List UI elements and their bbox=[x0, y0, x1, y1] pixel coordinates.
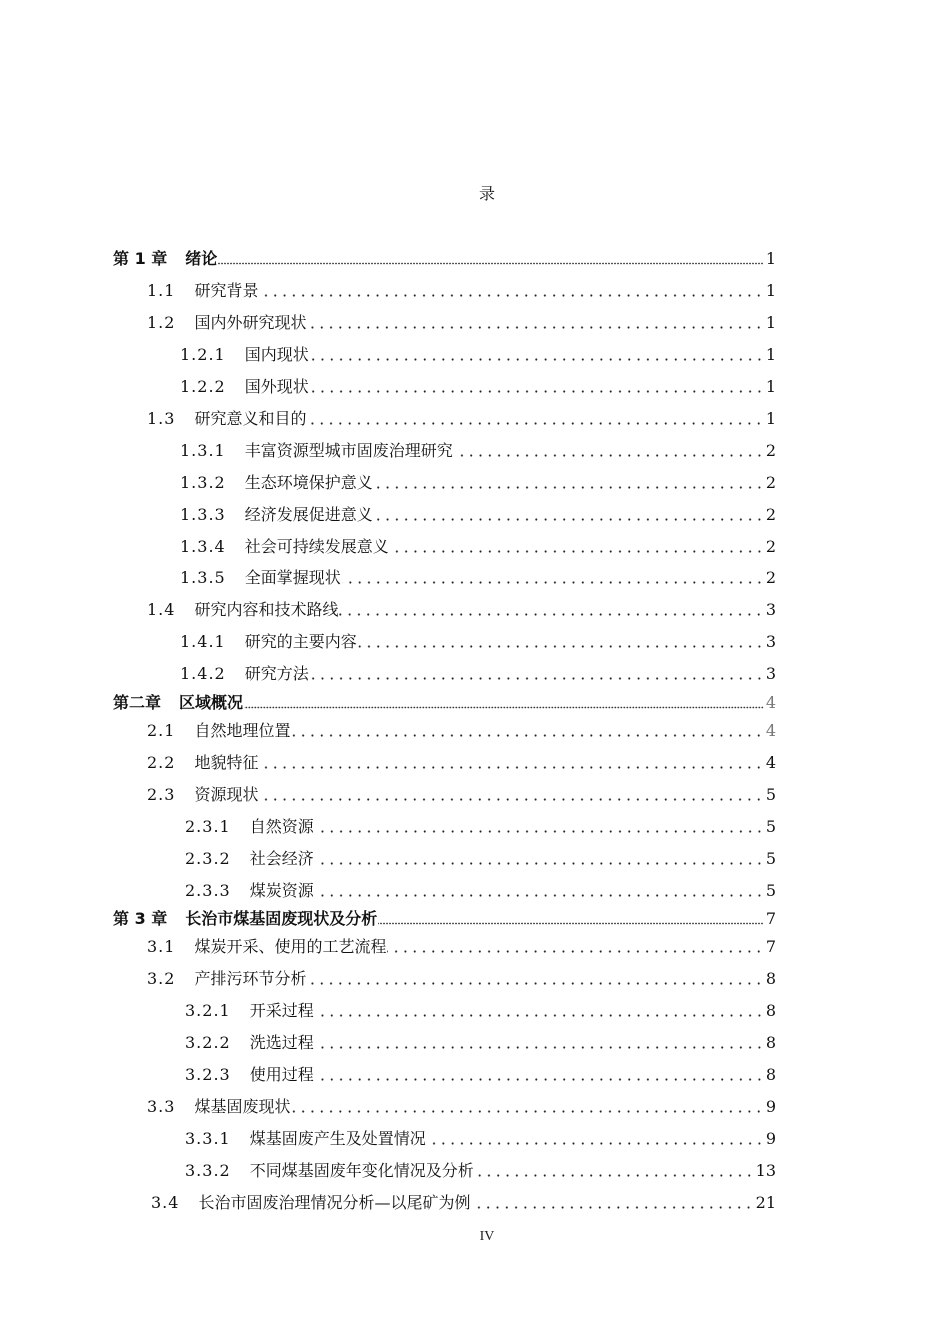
toc-entry-page: 4 bbox=[765, 721, 776, 740]
toc-entry-number: 1.2.2 bbox=[180, 377, 226, 396]
toc-entry-label: 自然地理位置 bbox=[194, 721, 291, 740]
toc-entry-page: 1 bbox=[765, 345, 776, 364]
dot-leader bbox=[307, 982, 763, 985]
toc-entry-2-2[interactable] bbox=[147, 750, 776, 774]
toc-entry-label: 煤基固废产生及处置情况 bbox=[249, 1129, 426, 1148]
dot-leader bbox=[244, 706, 764, 709]
toc-entry-1-3-1[interactable] bbox=[180, 438, 776, 462]
toc-entry-page: 5 bbox=[765, 817, 776, 836]
dot-leader bbox=[307, 422, 763, 425]
dot-leader bbox=[315, 1078, 764, 1081]
toc-entry-number: 第二章 bbox=[113, 693, 162, 712]
toc-entry-1-3-4[interactable] bbox=[180, 534, 776, 558]
toc-entry-number: 2.3.1 bbox=[185, 817, 231, 836]
toc-entry-label: 不同煤基固废年变化情况及分析 bbox=[249, 1161, 474, 1180]
toc-entry-number: 2.1 bbox=[147, 721, 176, 740]
toc-entry-1-3-5[interactable] bbox=[180, 565, 776, 589]
dot-leader bbox=[310, 677, 764, 680]
dot-leader bbox=[307, 326, 763, 329]
toc-entry-page: 1 bbox=[765, 281, 776, 300]
toc-entry-number: 2.3 bbox=[147, 785, 176, 804]
toc-entry-number: 第 3 章 bbox=[113, 909, 168, 928]
toc-entry-1-3-2[interactable] bbox=[180, 470, 776, 494]
toc-entry-label: 长治市煤基固废现状及分析 bbox=[185, 909, 378, 928]
toc-entry-3-2-2[interactable] bbox=[185, 1030, 776, 1054]
toc-entry-label: 国外现状 bbox=[244, 377, 309, 396]
toc-entry-1-2-2[interactable] bbox=[180, 374, 776, 398]
dot-leader bbox=[310, 358, 764, 361]
toc-entry-label: 使用过程 bbox=[249, 1065, 314, 1084]
toc-entry-3-2[interactable] bbox=[147, 966, 776, 990]
toc-entry-page: 1 bbox=[765, 377, 776, 396]
toc-entry-page: 2 bbox=[765, 505, 776, 524]
page-title: 录 bbox=[478, 184, 495, 203]
toc-entry-1-2[interactable] bbox=[147, 310, 776, 334]
toc-entry-number: 3.2.2 bbox=[185, 1033, 231, 1052]
toc-entry-2-3[interactable] bbox=[147, 782, 776, 806]
toc-entry-number: 2.3.3 bbox=[185, 881, 231, 900]
toc-entry-label: 开采过程 bbox=[249, 1001, 314, 1020]
toc-entry-number: 3.1 bbox=[147, 937, 176, 956]
toc-entry-3-4[interactable] bbox=[151, 1190, 776, 1214]
toc-entry-number: 3.3.1 bbox=[185, 1129, 231, 1148]
toc-entry-page: 9 bbox=[765, 1097, 776, 1116]
toc-entry-page: 1 bbox=[765, 313, 776, 332]
toc-entry-1-3-3[interactable] bbox=[180, 502, 776, 526]
toc-entry-number: 1.3.4 bbox=[180, 537, 226, 556]
toc-entry-page: 1 bbox=[765, 409, 776, 428]
toc-entry-number: 3.4 bbox=[151, 1193, 180, 1212]
dot-leader bbox=[475, 1174, 754, 1177]
toc-entry-label: 社会可持续发展意义 bbox=[244, 537, 389, 556]
dot-leader bbox=[259, 798, 763, 801]
dot-leader bbox=[315, 894, 764, 897]
toc-entry-1-4-2[interactable] bbox=[180, 661, 776, 685]
dot-leader bbox=[315, 862, 764, 865]
toc-entry-number: 1.4 bbox=[147, 600, 176, 619]
dot-leader bbox=[342, 581, 764, 584]
toc-entry-label: 产排污环节分析 bbox=[194, 969, 307, 988]
toc-entry-number: 3.3.2 bbox=[185, 1161, 231, 1180]
toc-entry-chapter-3[interactable] bbox=[113, 906, 776, 930]
toc-entry-label: 研究的主要内容 bbox=[244, 632, 357, 651]
toc-entry-page: 2 bbox=[765, 568, 776, 587]
toc-entry-chapter-2[interactable] bbox=[113, 690, 776, 714]
toc-entry-page: 2 bbox=[765, 441, 776, 460]
dot-leader bbox=[378, 922, 764, 925]
toc-entry-page: 2 bbox=[765, 473, 776, 492]
dot-leader bbox=[339, 613, 763, 616]
toc-entry-number: 1.4.2 bbox=[180, 664, 226, 683]
toc-entry-page: 8 bbox=[765, 1001, 776, 1020]
toc-entry-page: 5 bbox=[765, 849, 776, 868]
toc-entry-3-3[interactable] bbox=[147, 1094, 776, 1118]
toc-entry-number: 1.3 bbox=[147, 409, 176, 428]
toc-entry-1-4[interactable] bbox=[147, 597, 776, 621]
dot-leader bbox=[315, 1014, 764, 1017]
toc-entry-label: 丰富资源型城市固废治理研究 bbox=[244, 441, 453, 460]
toc-entry-number: 1.4.1 bbox=[180, 632, 226, 651]
dot-leader bbox=[454, 454, 764, 457]
dot-leader bbox=[427, 1142, 764, 1145]
toc-entry-label: 长治市固废治理情况分析—以尾矿为例 bbox=[198, 1193, 471, 1212]
toc-entry-label: 煤基固废现状 bbox=[194, 1097, 291, 1116]
dot-leader bbox=[387, 950, 763, 953]
toc-entry-page: 5 bbox=[765, 785, 776, 804]
toc-entry-page: 1 bbox=[765, 249, 776, 268]
toc-entry-page: 21 bbox=[755, 1193, 776, 1212]
toc-entry-number: 1.2.1 bbox=[180, 345, 226, 364]
toc-entry-page: 3 bbox=[765, 664, 776, 683]
dot-leader bbox=[218, 262, 764, 265]
toc-entry-1-4-1[interactable] bbox=[180, 629, 776, 653]
toc-entry-number: 1.1 bbox=[147, 281, 176, 300]
dot-leader bbox=[291, 1110, 763, 1113]
toc-entry-label: 洗选过程 bbox=[249, 1033, 314, 1052]
toc-entry-number: 3.2.1 bbox=[185, 1001, 231, 1020]
toc-entry-page: 3 bbox=[765, 600, 776, 619]
toc-entry-number: 1.3.5 bbox=[180, 568, 226, 587]
toc-entry-1-2-1[interactable] bbox=[180, 342, 776, 366]
toc-entry-label: 研究背景 bbox=[194, 281, 259, 300]
toc-entry-number: 1.2 bbox=[147, 313, 176, 332]
dot-leader bbox=[390, 550, 764, 553]
toc-entry-label: 国内外研究现状 bbox=[194, 313, 307, 332]
toc-entry-page: 4 bbox=[765, 753, 776, 772]
dot-leader bbox=[259, 766, 763, 769]
toc-entry-label: 区域概况 bbox=[179, 693, 244, 712]
dot-leader bbox=[259, 294, 763, 297]
toc-entry-number: 第 1 章 bbox=[113, 249, 168, 268]
toc-entry-page: 5 bbox=[765, 881, 776, 900]
toc-entry-number: 1.3.2 bbox=[180, 473, 226, 492]
toc-entry-label: 国内现状 bbox=[244, 345, 309, 364]
toc-entry-chapter-1[interactable] bbox=[113, 246, 776, 270]
toc-entry-number: 3.2.3 bbox=[185, 1065, 231, 1084]
toc-entry-label: 绪论 bbox=[185, 249, 218, 268]
toc-entry-page: 3 bbox=[765, 632, 776, 651]
toc-entry-page: 4 bbox=[765, 693, 776, 712]
toc-entry-2-3-3[interactable] bbox=[185, 878, 776, 902]
toc-entry-1-1[interactable] bbox=[147, 278, 776, 302]
dot-leader bbox=[315, 830, 764, 833]
dot-leader bbox=[310, 390, 764, 393]
toc-entry-page: 7 bbox=[765, 909, 776, 928]
toc-entry-label: 社会经济 bbox=[249, 849, 314, 868]
toc-entry-page: 7 bbox=[765, 937, 776, 956]
dot-leader bbox=[374, 486, 764, 489]
toc-entry-page: 9 bbox=[765, 1129, 776, 1148]
dot-leader bbox=[358, 645, 764, 648]
toc-entry-label: 生态环境保护意义 bbox=[244, 473, 373, 492]
toc-entry-number: 3.3 bbox=[147, 1097, 176, 1116]
toc-entry-number: 3.2 bbox=[147, 969, 176, 988]
toc-entry-page: 8 bbox=[765, 1033, 776, 1052]
toc-entry-label: 煤炭资源 bbox=[249, 881, 314, 900]
toc-entry-2-3-2[interactable] bbox=[185, 846, 776, 870]
toc-entry-3-3-2[interactable] bbox=[185, 1158, 776, 1182]
toc-entry-label: 地貌特征 bbox=[194, 753, 259, 772]
page-number: IV bbox=[479, 1229, 495, 1244]
toc-entry-label: 研究内容和技术路线 bbox=[194, 600, 339, 619]
toc-entry-page: 8 bbox=[765, 1065, 776, 1084]
toc-entry-label: 经济发展促进意义 bbox=[244, 505, 373, 524]
dot-leader bbox=[315, 1046, 764, 1049]
toc-entry-1-3[interactable] bbox=[147, 406, 776, 430]
toc-entry-3-1[interactable] bbox=[147, 934, 776, 958]
toc-entry-label: 研究方法 bbox=[244, 664, 309, 683]
toc-entry-3-3-1[interactable] bbox=[185, 1126, 776, 1150]
toc-entry-label: 研究意义和目的 bbox=[194, 409, 307, 428]
toc-entry-page: 13 bbox=[755, 1161, 776, 1180]
toc-entry-label: 全面掌握现状 bbox=[244, 568, 341, 587]
toc-entry-2-3-1[interactable] bbox=[185, 814, 776, 838]
toc-entry-number: 1.3.3 bbox=[180, 505, 226, 524]
toc-entry-3-2-1[interactable] bbox=[185, 998, 776, 1022]
dot-leader bbox=[374, 518, 764, 521]
toc-entry-page: 8 bbox=[765, 969, 776, 988]
toc-entry-label: 煤炭开采、使用的工艺流程 bbox=[194, 937, 387, 956]
toc-entry-page: 2 bbox=[765, 537, 776, 556]
toc-entry-2-1[interactable] bbox=[147, 718, 776, 742]
dot-leader bbox=[291, 734, 763, 737]
dot-leader bbox=[471, 1206, 753, 1209]
toc-entry-number: 2.2 bbox=[147, 753, 176, 772]
toc-entry-number: 2.3.2 bbox=[185, 849, 231, 868]
toc-entry-number: 1.3.1 bbox=[180, 441, 226, 460]
toc-entry-label: 自然资源 bbox=[249, 817, 314, 836]
toc-entry-label: 资源现状 bbox=[194, 785, 259, 804]
toc-entry-3-2-3[interactable] bbox=[185, 1062, 776, 1086]
